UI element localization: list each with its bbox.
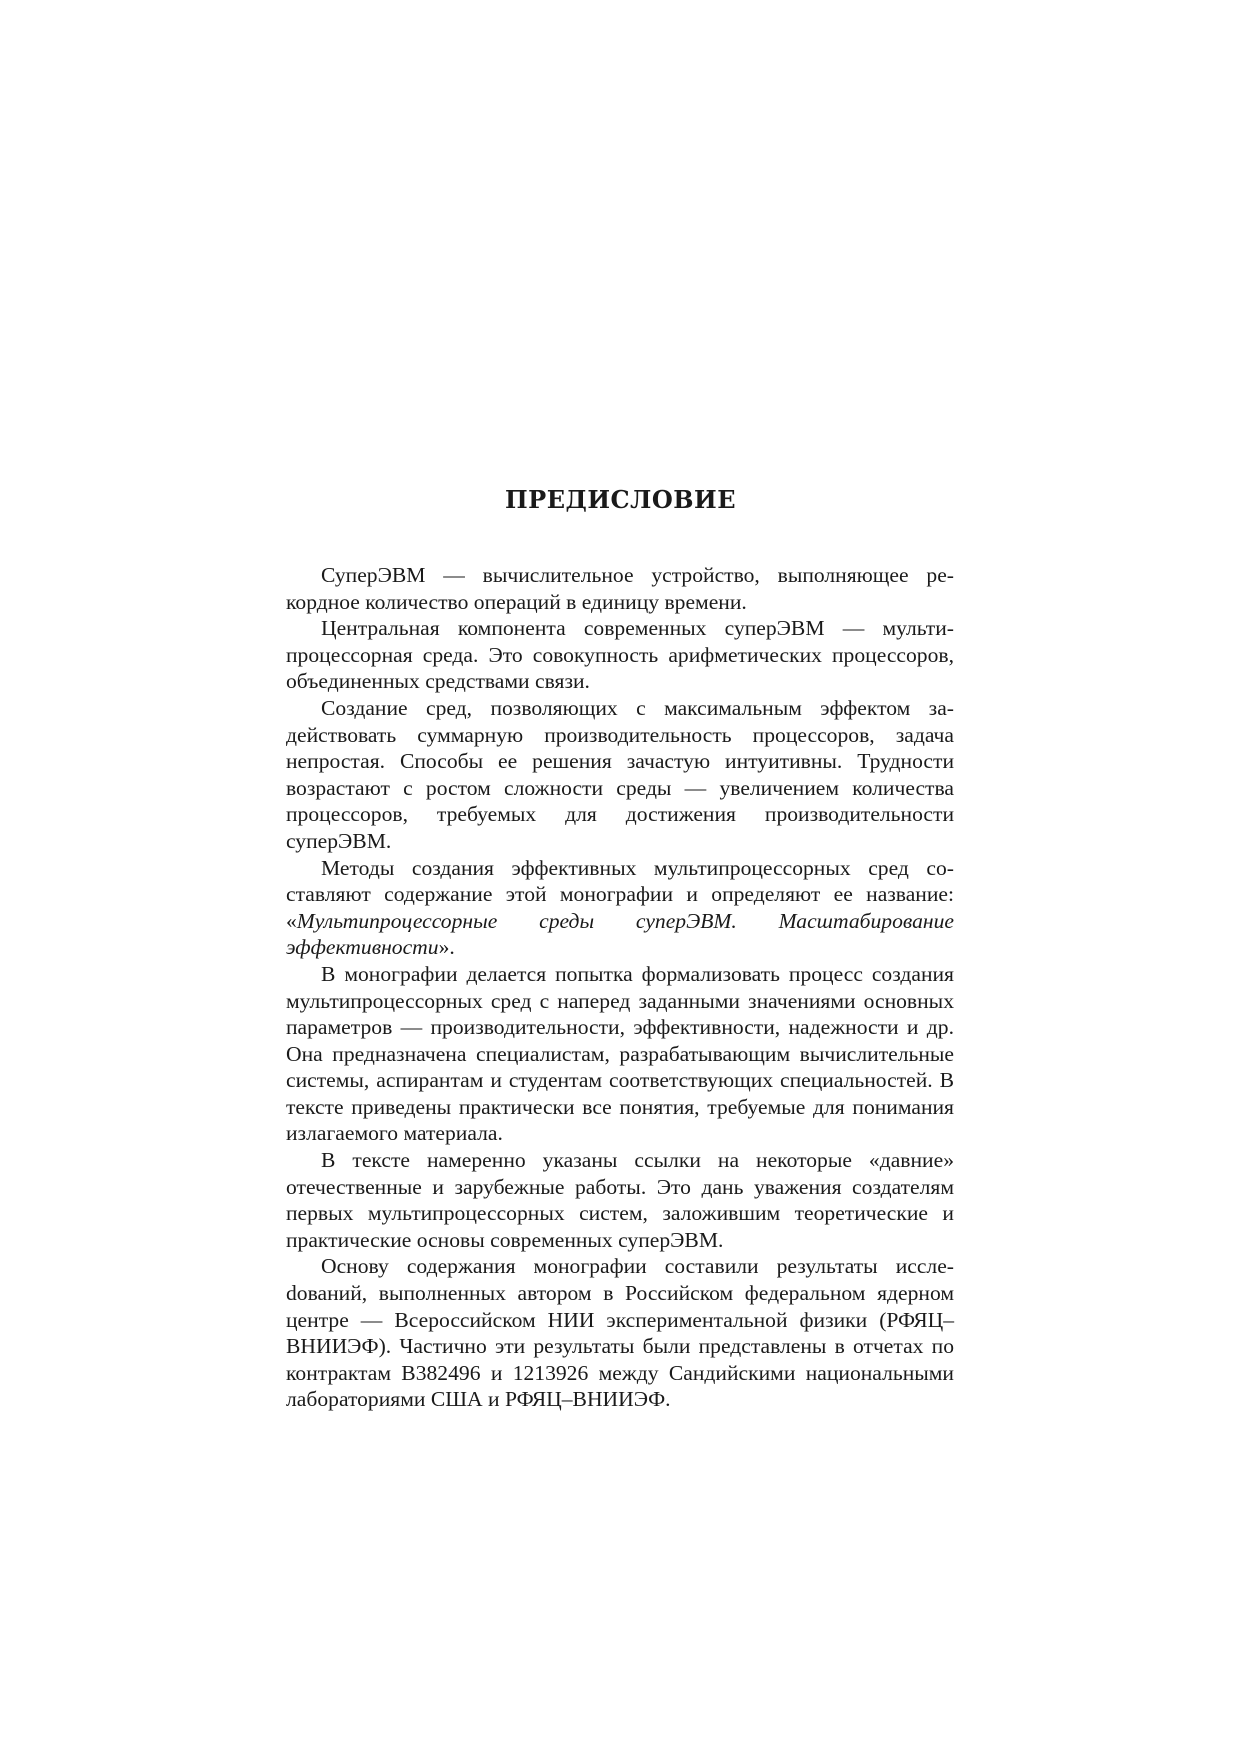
book-title-italic: Мультипроцессорные среды суперЭВМ. Масштабирование эффективности — [286, 908, 954, 960]
page-title: ПРЕДИСЛОВИЕ — [504, 485, 736, 514]
paragraph-text: Создание сред, позволяющих с максимальным эффектом задействовать суммарную производительность процессоров, задача непростая. Способы ее решения зачастую интуитивны. Трудности возрастают с ростом сложности среды — увеличением количества процессоров, требуемых для достижения производительности суперЭВМ. — [286, 695, 954, 853]
paragraph-3 — [286, 695, 954, 855]
paragraph-7 — [286, 1253, 954, 1413]
paragraph-4 — [286, 855, 954, 961]
paragraph-text: В тексте намеренно указаны ссылки на некоторые «давние» отечественные и зарубежные работы. Это дань уважения создателям первых мультипроцессорных систем, заложившим теоретические и практические основы современных суперЭВМ. — [286, 1148, 954, 1252]
paragraph-text: Центральная компонента современных суперЭВМ — мультипроцессорная среда. Это совокупность арифметических процессоров, объединенных средствами связи. — [286, 616, 954, 694]
paragraph-5 — [286, 961, 954, 1147]
paragraph-text: Методы создания эффективных мультипроцессорных сред составляют содержание этой монографии и определяют ее название: « — [286, 855, 954, 933]
paragraph-text: В монографии делается попытка формализовать процесс создания мультипроцессорных сред с наперед заданными значениями основных параметров — производительности, эффективности, надежности и др. Она предназначена специалистам, разрабатывающим вычислительные системы, аспирантам и студентам соответствующих специальностей. В тексте приведены практически все понятия, требуемые для понимания излагаемого материала. — [286, 961, 954, 1146]
paragraph-text: Основу содержания монографии составили результаты исслеdований, выполненных автором в Российском федеральном ядерном центре — Всероссийском НИИ экспериментальной физики (РФЯЦ–ВНИИЭФ). Частично эти результаты были представлены в отчетах по контрактам B382496 и 1213926 между Сандийскими национальными лабораториями США и РФЯЦ–ВНИИЭФ. — [286, 1254, 954, 1412]
paragraph-1 — [286, 562, 954, 615]
preface-body — [286, 562, 954, 1413]
paragraph-6 — [286, 1147, 954, 1253]
paragraph-text-end: ». — [438, 935, 455, 960]
paragraph-text: СуперЭВМ — вычислительное устройство, выполняющее рекордное количество операций в единицу времени. — [286, 563, 954, 614]
paragraph-2 — [286, 615, 954, 695]
